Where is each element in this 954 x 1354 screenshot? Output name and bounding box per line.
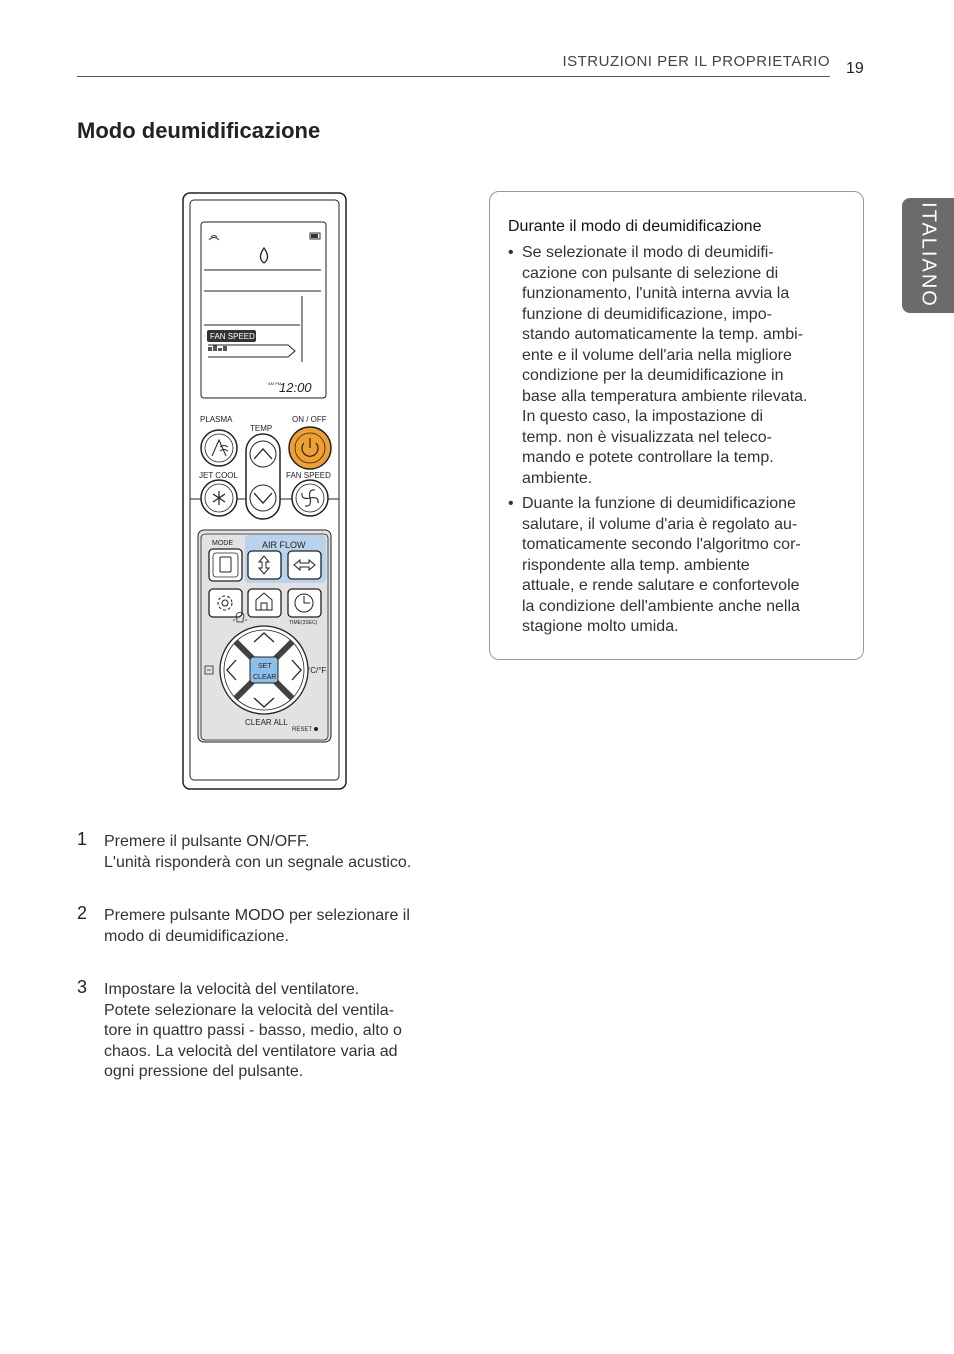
temp-down-button[interactable]: [250, 485, 276, 511]
fan-speed-label: FAN SPEED: [286, 471, 331, 480]
step-number: 3: [77, 977, 88, 997]
set-label: SET: [258, 663, 272, 670]
step-1: 1 Premere il pulsante ON/OFF. L'unità risponderà con un segnale acustico.: [77, 829, 412, 871]
fan-speed-button[interactable]: [292, 480, 328, 516]
step-2: 2 Premere pulsante MODO per selezionare il modo di deumidificazione.: [77, 903, 410, 945]
reset-label: RESET: [292, 727, 313, 733]
lcd-am-pm: AM PM: [268, 381, 282, 386]
mode-label: MODE: [212, 540, 233, 547]
lcd-clock: 12:00: [279, 380, 312, 395]
mode-button[interactable]: [209, 549, 242, 581]
info-bullet: • Duante la funzione di deumidificazione salutare, il volume d'aria è regolato au- tomaticamente secondo l'algoritmo cor- rispondente alla temp. ambiente attuale, e rende salutare e confortevole la condizione dell'ambiente anche nella stagione molto umida.: [508, 494, 846, 638]
horizontal-swing-button[interactable]: [288, 551, 321, 579]
air-flow-label: AIR FLOW: [262, 540, 306, 550]
temp-label: TEMP: [250, 424, 273, 433]
info-box-title: Durante il modo di deumidificazione: [508, 218, 762, 235]
info-box: [489, 191, 864, 660]
temp-unit-label: °C/°F: [307, 666, 327, 675]
plasma-label: PLASMA: [200, 415, 233, 424]
clear-label: CLEAR: [253, 674, 277, 681]
plasma-button[interactable]: [201, 430, 237, 466]
instruction-steps: [77, 829, 467, 1083]
info-bullet: • Se selezionate il modo di deumidifi- cazione con pulsante di selezione di funzionamento, l'unità interna avvia la funzione di deumidificazione, impo- stando automaticamente la temp. ambi- ente e il volume dell'aria nella migliore condizione per la deumidificazione in base alla temperatura ambiente rilevata. In questo caso, la impostazione di temp. non è visualizzata nel teleco- mando e potete controllare la temp. ambiente.: [508, 243, 846, 489]
clear-all-label: CLEAR ALL: [245, 718, 288, 727]
vertical-swing-button[interactable]: [248, 551, 281, 579]
home-button[interactable]: [248, 589, 281, 617]
navigation-pad[interactable]: [220, 626, 308, 714]
temp-rocker[interactable]: [246, 434, 280, 519]
section-title: Modo deumidificazione: [77, 118, 321, 143]
settings-button[interactable]: [209, 589, 242, 617]
jet-cool-label: JET COOL: [199, 471, 238, 480]
timer-button[interactable]: [288, 589, 321, 617]
lcd-fan-speed-label: FAN SPEED: [210, 332, 255, 341]
step-3: 3 Impostare la velocità del ventilatore. Potete selezionare la velocità del ventila- tore in quattro passi - basso, medio, alto o chaos. La velocità del ventilatore varia ad ogni pressione del pulsante.: [77, 977, 402, 1080]
temp-up-button[interactable]: [250, 441, 276, 467]
step-number: 1: [77, 829, 88, 849]
header-divider: [77, 76, 830, 77]
time-label: TIME(3SEC): [289, 620, 318, 626]
remote-control-illustration: [180, 192, 350, 792]
reset-button[interactable]: [314, 727, 318, 731]
page-number: 19: [846, 60, 864, 77]
on-off-button[interactable]: [289, 427, 331, 469]
running-header: ISTRUZIONI PER IL PROPRIETARIO: [562, 53, 830, 70]
info-box-bullets: [508, 243, 846, 643]
on-off-label: ON / OFF: [292, 415, 327, 424]
jet-cool-button[interactable]: [201, 480, 237, 516]
language-tab: [902, 198, 954, 313]
language-tab-label: ITALIANO: [917, 202, 940, 308]
step-number: 2: [77, 903, 88, 923]
